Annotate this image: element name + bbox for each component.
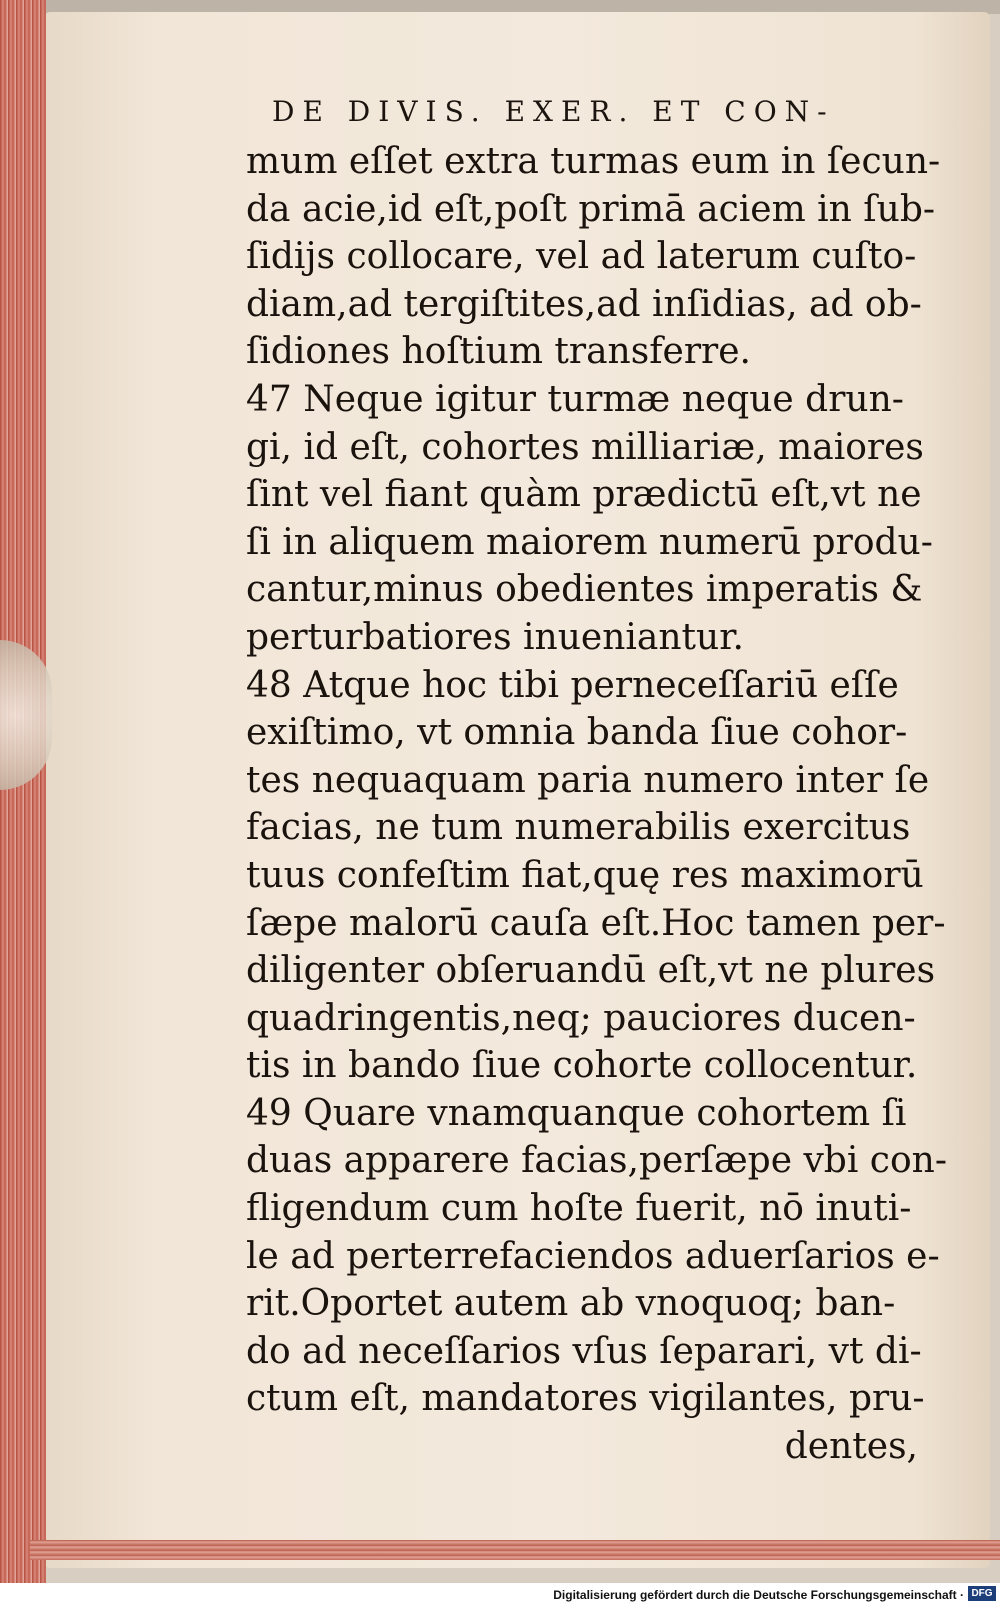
text-line: cantur,minus obedientes imperatis & — [246, 569, 923, 611]
text-line: 49 Quare vnamquanque cohortem ſi — [246, 1092, 907, 1134]
dfg-logo: DFG — [968, 1586, 996, 1601]
running-header: DE DIVIS. EXER. ET CON- — [272, 95, 835, 128]
text-line: le ad perterrefaciendos aduerſarios e- — [246, 1235, 940, 1277]
text-line: ſidiones hoſtium transferre. — [246, 331, 752, 373]
text-line: diligenter obſeruandū eſt,vt ne plures — [246, 950, 936, 992]
text-line: perturbatiores inueniantur. — [246, 616, 744, 658]
text-line: 48 Atque hoc tibi perneceſſariū eſſe — [246, 664, 899, 706]
text-line: diam,ad tergiſtites,ad inſidias, ad ob- — [246, 283, 922, 325]
text-line: tis in bando ſiue cohorte collocentur. — [246, 1045, 918, 1087]
book-red-edge-bottom — [30, 1540, 1000, 1560]
text-line: ſæpe malorū cauſa eſt.Hoc tamen per- — [246, 902, 946, 944]
catchword: dentes, — [784, 1426, 918, 1468]
book-red-edge-left — [0, 0, 46, 1583]
text-line: da acie,id eſt,poſt primā aciem in ſub- — [246, 188, 936, 230]
text-line: tuus confeſtim fiat,quę res maximorū — [246, 854, 924, 896]
text-line: duas apparere facias,perſæpe vbi con- — [246, 1140, 947, 1182]
funding-note: Digitalisierung gefördert durch die Deutsche Forschungsgemeinschaft · — [553, 1588, 964, 1602]
digitization-footer — [0, 1583, 1000, 1605]
text-line: quadringentis,neq; pauciores ducen- — [246, 997, 916, 1039]
text-line: gi, id eſt, cohortes milliariæ, maiores — [246, 426, 924, 468]
text-line: ctum eſt, mandatores vigilantes, pru- — [246, 1378, 925, 1420]
text-line: exiſtimo, vt omnia banda ſiue cohor- — [246, 712, 908, 754]
body-text — [246, 138, 947, 1471]
text-line: ſi in aliquem maiorem numerū produ- — [246, 521, 933, 563]
text-line: do ad neceſſarios vſus ſeparari, vt di- — [246, 1330, 922, 1372]
text-line: ſidijs collocare, vel ad laterum cuſto- — [246, 236, 917, 278]
text-line: fligendum cum hoſte fuerit, nō inuti- — [246, 1188, 912, 1230]
text-line: mum eſſet extra turmas eum in ſecun- — [246, 141, 941, 182]
text-line: rit.Oportet autem ab vnoquoq; ban- — [246, 1283, 896, 1325]
text-line: ſint vel fiant quàm prædictū eſt,vt ne — [246, 474, 922, 516]
text-line: facias, ne tum numerabilis exercitus — [246, 807, 911, 849]
text-line: 47 Neque igitur turmæ neque drun- — [246, 378, 904, 420]
text-line: tes nequaquam paria numero inter ſe — [246, 759, 930, 801]
